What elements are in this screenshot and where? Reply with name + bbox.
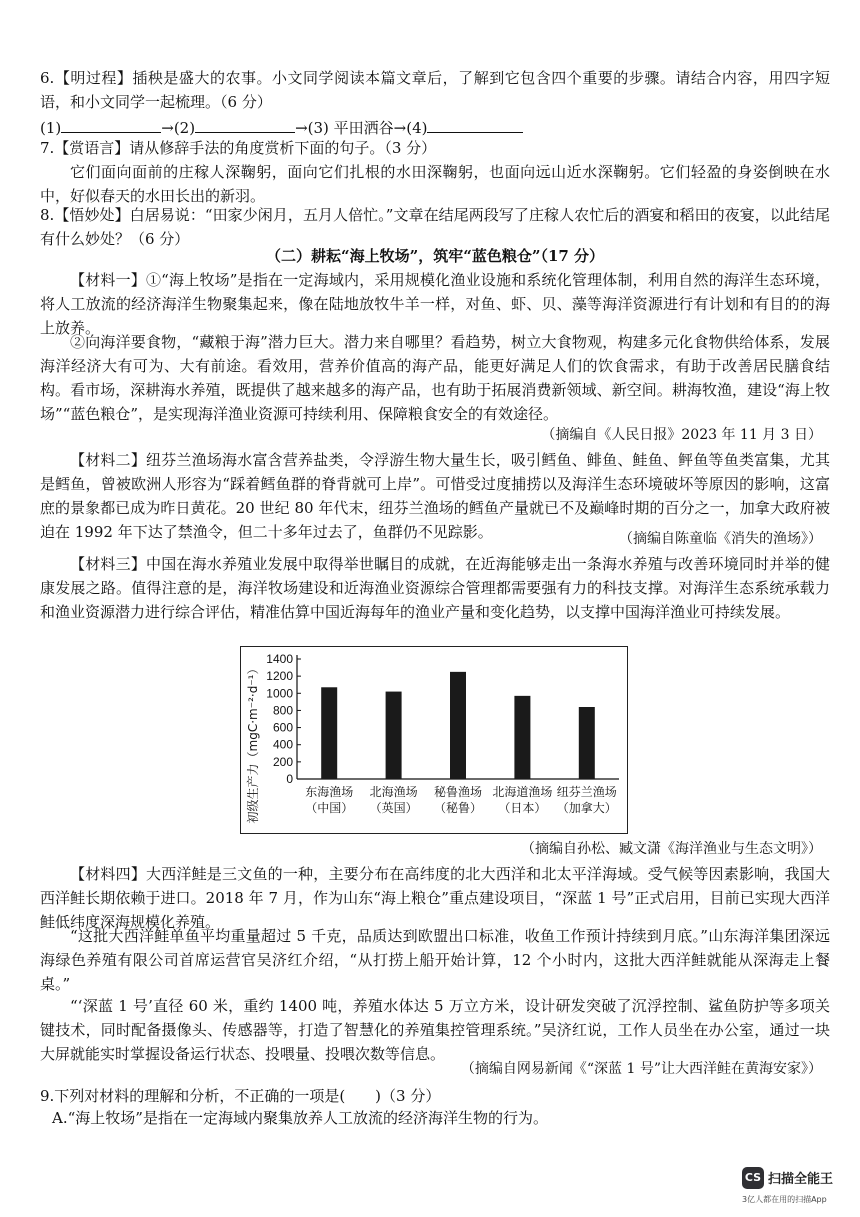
y-tick-label: 800 — [272, 703, 293, 718]
y-tick-label: 400 — [272, 737, 293, 752]
x-tick-sublabel: （加拿大） — [556, 801, 617, 815]
watermark-app-name: 扫描全能王 — [768, 1172, 834, 1187]
x-tick-sublabel: （日本） — [498, 801, 547, 815]
section-2-title: （二）耕耘“海上牧场”，筑牢“蓝色粮仓”（17 分） — [265, 247, 605, 265]
material-2-para-1: 【材料二】纽芬兰渔场海水富含营养盐类，令浮游生物大量生长，吸引鳕鱼、鲱鱼、鲑鱼、鲆鱼等鱼类富集，尤其是鳕鱼，曾被欧洲人形容为“踩着鳕鱼群的脊背就可上岸”。可惜受过度捕捞以及海洋生态环境破坏等原因的影响，这富庶的景象都已成为昨日黄花。20 世纪 80 年代末，纽芬兰渔场的鳕鱼产量就已不及巅峰时期的百分之一，加拿大政府被迫在 1992 年下达了禁渔令，但二十多年过去了，鱼群仍不见踪影。 — [40, 451, 830, 541]
x-tick-label: 纽芬兰渔场 — [556, 785, 617, 799]
material-1-source: （摘编自《人民日报》2023 年 11 月 3 日） — [541, 427, 822, 443]
material-3-para-1: 【材料三】中国在海水养殖业发展中取得举世瞩目的成就，在近海能够走出一条海水养殖与改善环境同时并举的健康发展之路。值得注意的是，海洋牧场建设和近海渔业资源综合管理都需要强有力的科技支撑。对海洋生态系统承载力和渔业资源潜力进行综合评估，精准估算中国近海每年的渔业产量和变化趋势，以支撑中国海洋渔业可持续发展。 — [40, 555, 830, 621]
question-6 — [40, 66, 830, 114]
y-tick-label: 1400 — [266, 652, 293, 666]
material-1-para-2: ②向海洋要食物，“藏粮于海”潜力巨大。潜力来自哪里？看趋势，树立大食物观，构建多元化食物供给体系，发展海洋经济大有可为、大有前途。看效用，营养价值高的海产品，能更好满足人们的饮食需求，有助于改善居民膳食结构。看市场，深耕海水养殖，既提供了越来越多的海产品，也有助于拓展消费新领域、新空间。耕海牧渔，建设“海上牧场”“蓝色粮仓”，是实现海洋渔业资源可持续利用、保障粮食安全的有效途径。 — [40, 333, 830, 423]
blank-1-label: (1) — [40, 119, 62, 137]
material-4-para-3: “‘深蓝 1 号’直径 60 米，重约 1400 吨，养殖水体达 5 万立方米，设计研发突破了沉浮控制、鲨鱼防护等多项关键技术，同时配备摄像头、传感器等，打造了智慧化的养殖集控管理系统。”吴济红说，工作人员坐在办公室，通过一块大屏就能实时掌握设备运行状态、投喂量、投喂次数等信息。 — [40, 997, 830, 1063]
productivity-chart-frame — [240, 646, 628, 834]
bar — [386, 692, 402, 779]
y-tick-label: 1000 — [266, 686, 293, 701]
quote-text: 它们面向面前的庄稼人深鞠躬，面向它们扎根的水田深鞠躬，也面向远山近水深鞠躬。它们轻盈的身姿倒映在水中，好似春天的水田长出的新羽。 — [40, 163, 830, 205]
blank-3-4-label: →(3) 平田洒谷→(4) — [295, 119, 428, 137]
question-7-text: 7.【赏语言】请从修辞手法的角度赏析下面的句子。（3 分） — [40, 139, 437, 157]
y-tick-label: 1200 — [266, 669, 293, 684]
blank-1-line[interactable] — [61, 118, 161, 133]
blank-4-line[interactable] — [427, 118, 523, 133]
material-4-source: （摘编自网易新闻《“深蓝 1 号”让大西洋鲑在黄海安家》） — [460, 1061, 822, 1077]
question-9-option-a[interactable]: A.“海上牧场”是指在一定海域内聚集放养人工放流的经济海洋生物的行为。 — [52, 1109, 548, 1127]
material-4-para-2: “这批大西洋鲑单鱼平均重量超过 5 千克，品质达到欧盟出口标准，收鱼工作预计持续到月底。”山东海洋集团深远海绿色养殖有限公司首席运营官吴济红介绍，“从打捞上船开始计算，12 个小时内，这批大西洋鲑就能从深海走上餐桌。” — [40, 927, 830, 993]
x-tick-label: 东海渔场 — [305, 785, 354, 799]
productivity-bar-chart — [241, 647, 627, 833]
x-tick-label: 秘鲁渔场 — [433, 785, 483, 799]
y-tick-label: 200 — [272, 754, 293, 769]
material-1-para-1: 【材料一】①“海上牧场”是指在一定海域内，采用规模化渔业设施和系统化管理体制，利用自然的海洋生态环境，将人工放流的经济海洋生物聚集起来，像在陆地放牧牛羊一样，对鱼、虾、贝、藻等海洋资源进行有计划和有目的的海上放养。 — [40, 271, 830, 337]
question-7 — [40, 136, 830, 160]
bar — [450, 672, 466, 779]
bar — [579, 707, 595, 779]
y-tick-label: 600 — [272, 720, 293, 735]
y-axis-label: 初级生产力（mgC·m⁻²·d⁻¹） — [246, 662, 260, 824]
material-3-source: （摘编自孙松、臧文潇《海洋渔业与生态文明》） — [521, 841, 822, 857]
bar — [514, 696, 530, 779]
y-tick-label: 0 — [286, 772, 293, 786]
question-8-text: 8.【悟妙处】白居易说：“田家少闲月，五月人倍忙。”文章在结尾两段写了庄稼人农忙后的酒宴和稻田的夜宴，以此结尾有什么妙处？（6 分） — [40, 206, 830, 248]
bar — [321, 687, 337, 779]
x-tick-label: 北海道渔场 — [492, 785, 553, 799]
question-6-text: 6.【明过程】插秧是盛大的农事。小文同学阅读本篇文章后，了解到它包含四个重要的步骤。请结合内容，用四字短语，和小文同学一起梳理。（6 分） — [40, 69, 830, 111]
material-2-source: （摘编自陈童临《消失的渔场》） — [619, 531, 822, 547]
material-4-para-1: 【材料四】大西洋鲑是三文鱼的一种，主要分布在高纬度的北大西洋和北太平洋海域。受气候等因素影响，我国大西洋鲑长期依赖于进口。2018 年 7 月，作为山东“海上粮仓”重点建设项目，“深蓝 1 号”正式启用，目前已实现大西洋鲑低纬度深海规模化养殖。 — [40, 865, 830, 931]
x-tick-sublabel: （中国） — [305, 801, 354, 815]
watermark-tagline: 3亿人都在用的扫描App — [742, 1195, 827, 1204]
x-tick-sublabel: （秘鲁） — [433, 801, 483, 815]
blank-2-line[interactable] — [195, 118, 295, 133]
x-tick-sublabel: （英国） — [369, 801, 418, 815]
blank-2-label: →(2) — [161, 119, 196, 137]
camscanner-logo-icon: CS — [742, 1167, 764, 1189]
question-7-quote — [40, 160, 830, 208]
x-tick-label: 北海渔场 — [369, 785, 418, 799]
question-9: 9.下列对材料的理解和分析，不正确的一项是( )（3 分） — [40, 1087, 441, 1105]
